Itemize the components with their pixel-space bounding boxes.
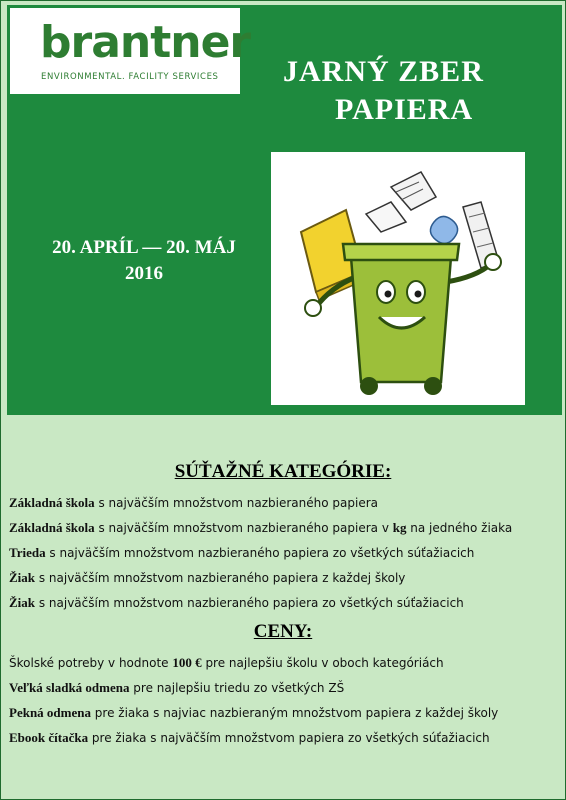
date-year: 2016 [125, 263, 163, 284]
logo-word: brantner [40, 17, 251, 68]
category-item [9, 545, 474, 561]
prize-text: pre žiaka s najviac nazbieraným množstvom papiera z každej školy [90, 706, 499, 720]
category-item [9, 595, 464, 611]
category-bold: Trieda [9, 545, 46, 560]
category-bold: Základná škola [9, 520, 95, 535]
prize-bold: 100 € [172, 655, 202, 670]
prize-text: pre najlepšiu triedu zo všetkých ZŠ [129, 681, 345, 695]
categories-heading: SÚŤAŽNÉ KATEGÓRIE: [174, 461, 392, 482]
prize-text: pre žiaka s najväčším množstvom papiera zo všetkých súťažiacich [88, 731, 490, 745]
logo-tagline: ENVIRONMENTAL. FACILITY SERVICES [41, 72, 219, 82]
prize-bold: Veľká sladká odmena [9, 680, 130, 695]
prize-text-pre: Školské potreby v hodnote [9, 656, 173, 670]
prize-text: pre najlepšiu školu v oboch kategóriách [201, 656, 444, 670]
category-text: s najväčším množstvom nazbieraného papiera zo všetkých súťažiacich [45, 546, 475, 560]
date-range: 20. APRÍL — 20. MÁJ [52, 237, 236, 258]
title-line-2: PAPIERA [335, 93, 474, 126]
brantner-logo [10, 8, 251, 94]
prize-bold: Ebook čítačka [9, 730, 89, 745]
category-text: s najväčším množstvom nazbieraného papiera z každej školy [35, 571, 406, 585]
prizes-heading: CENY: [253, 621, 313, 642]
category-text-tail: na jedného žiaka [406, 521, 513, 535]
prize-item [9, 655, 444, 671]
category-bold: Žiak [9, 595, 36, 610]
category-text: s najväčším množstvom nazbieraného papiera [94, 496, 379, 510]
prize-item [9, 680, 344, 696]
title-line-1: JARNÝ ZBER [283, 55, 484, 88]
category-bold-unit: kg [392, 520, 407, 535]
category-text: s najväčším množstvom nazbieraného papiera zo všetkých súťažiacich [35, 596, 464, 610]
category-text: s najväčším množstvom nazbieraného papiera v [94, 521, 393, 535]
header-panel [7, 5, 562, 415]
category-bold: Žiak [9, 570, 36, 585]
recycling-bin-illustration [271, 152, 525, 405]
category-item [9, 570, 405, 586]
category-item [9, 520, 512, 536]
category-item [9, 495, 378, 511]
prize-item [9, 705, 498, 721]
prize-bold: Pekná odmena [9, 705, 91, 720]
prize-item [9, 730, 490, 746]
event-dates [21, 235, 267, 287]
bin-mascot-icon [271, 152, 525, 405]
category-bold: Základná škola [9, 495, 95, 510]
